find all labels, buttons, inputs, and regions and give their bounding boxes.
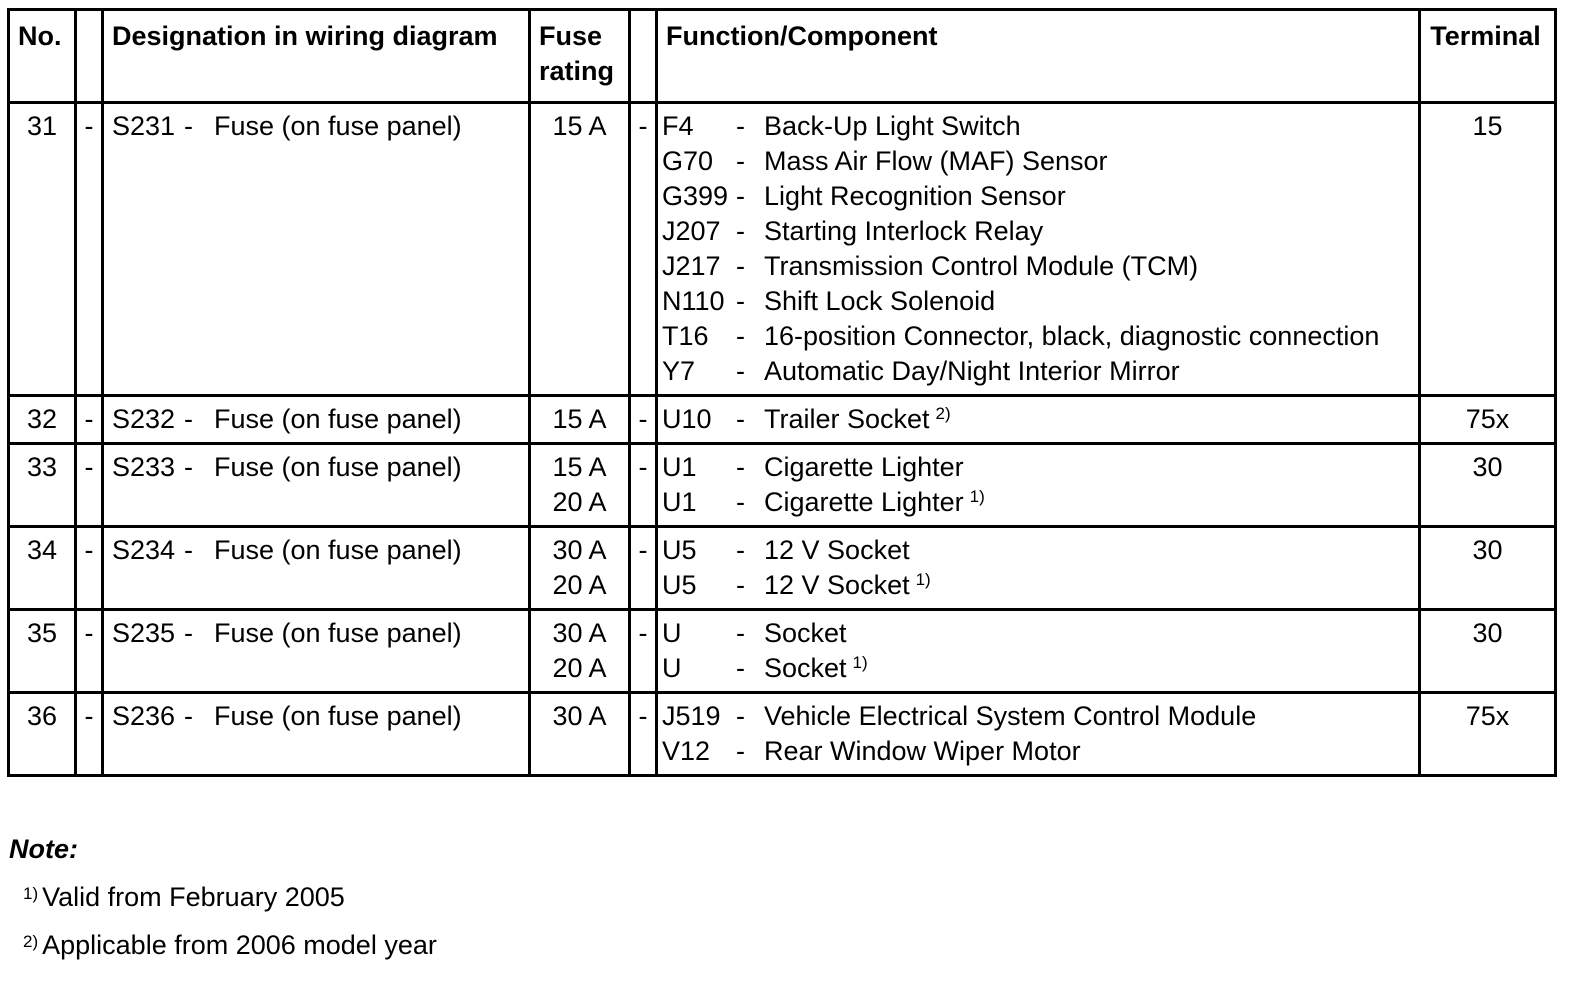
header-terminal: Terminal	[1420, 10, 1556, 103]
row-number: 34	[26, 535, 58, 565]
header-fuse-rating-line1: Fuse	[539, 21, 603, 51]
header-function: Function/Component	[657, 10, 1420, 103]
designation-code: S236	[112, 701, 176, 731]
cell-no	[9, 527, 76, 610]
component-separator: -	[736, 146, 745, 176]
component-name: Socket	[764, 618, 847, 648]
component-code: G70	[662, 146, 714, 176]
designation-separator: -	[184, 701, 193, 731]
function-line	[662, 616, 1414, 651]
row-dash-2: -	[638, 452, 648, 482]
cell-dash	[76, 103, 103, 396]
note-mark: 2)	[23, 932, 39, 951]
cell-function	[657, 610, 1420, 693]
row-dash: -	[84, 111, 94, 141]
component-separator: -	[736, 487, 745, 517]
component-code: J217	[662, 251, 721, 281]
component-separator: -	[736, 570, 745, 600]
component-code: U10	[662, 404, 712, 434]
component-separator: -	[736, 286, 745, 316]
component-name: Vehicle Electrical System Control Module	[764, 701, 1257, 731]
table-row	[9, 396, 1556, 444]
function-line	[662, 651, 1414, 686]
cell-dash	[76, 610, 103, 693]
cell-terminal	[1420, 527, 1556, 610]
cell-fuse-rating	[530, 444, 630, 527]
row-dash-2: -	[638, 111, 648, 141]
fuse-rating-value: 20 A	[552, 570, 607, 600]
notes-section	[9, 832, 437, 976]
component-separator: -	[736, 356, 745, 386]
component-code: N110	[662, 286, 725, 316]
designation-code: S231	[112, 111, 176, 141]
cell-designation	[103, 610, 530, 693]
note-text: Valid from February 2005	[42, 882, 345, 912]
header-dash	[76, 10, 103, 103]
cell-function	[657, 396, 1420, 444]
row-dash-2: -	[638, 618, 648, 648]
function-line	[662, 144, 1414, 179]
table-row	[9, 610, 1556, 693]
function-line	[662, 249, 1414, 284]
footnote-mark: 1)	[915, 570, 931, 589]
table-row	[9, 103, 1556, 396]
row-dash-2: -	[638, 404, 648, 434]
cell-designation	[103, 527, 530, 610]
footnote-mark: 2)	[935, 404, 951, 423]
component-name: Cigarette Lighter	[764, 452, 964, 482]
cell-designation	[103, 396, 530, 444]
component-name: Transmission Control Module (TCM)	[764, 251, 1199, 281]
component-code: U1	[662, 487, 697, 517]
component-code: T16	[662, 321, 709, 351]
function-line	[662, 319, 1414, 354]
component-code: U	[662, 618, 682, 648]
designation-text: Fuse (on fuse panel)	[214, 111, 462, 141]
row-number: 33	[26, 452, 58, 482]
cell-terminal	[1420, 444, 1556, 527]
table-header-row	[9, 10, 1556, 103]
note-item	[23, 928, 437, 963]
function-line	[662, 402, 1414, 437]
cell-terminal	[1420, 396, 1556, 444]
terminal-value: 30	[1472, 452, 1503, 482]
designation-text: Fuse (on fuse panel)	[214, 701, 462, 731]
fuse-rating-value: 15 A	[552, 404, 607, 434]
component-separator: -	[736, 111, 745, 141]
cell-dash	[76, 396, 103, 444]
component-code: Y7	[662, 356, 696, 386]
component-name: Rear Window Wiper Motor	[764, 736, 1081, 766]
function-line	[662, 179, 1414, 214]
cell-no	[9, 693, 76, 776]
fuse-rating-value: 20 A	[552, 487, 607, 517]
function-line	[662, 284, 1414, 319]
cell-dash-2	[630, 444, 657, 527]
function-line	[662, 109, 1414, 144]
row-number: 35	[26, 618, 58, 648]
component-name: Automatic Day/Night Interior Mirror	[764, 356, 1180, 386]
component-code: U5	[662, 570, 697, 600]
component-separator: -	[736, 181, 745, 211]
cell-function	[657, 693, 1420, 776]
component-name: 12 V Socket	[764, 570, 910, 600]
component-name: 12 V Socket	[764, 535, 910, 565]
component-name: Socket	[764, 653, 847, 683]
cell-no	[9, 396, 76, 444]
row-number: 36	[26, 701, 58, 731]
component-name: Starting Interlock Relay	[764, 216, 1044, 246]
cell-no	[9, 610, 76, 693]
function-line	[662, 214, 1414, 249]
table-body	[9, 103, 1556, 776]
cell-fuse-rating	[530, 610, 630, 693]
row-dash-2: -	[638, 535, 648, 565]
fuse-rating-value: 15 A	[552, 452, 607, 482]
component-name: Shift Lock Solenoid	[764, 286, 996, 316]
component-name: Back-Up Light Switch	[764, 111, 1021, 141]
cell-designation	[103, 444, 530, 527]
cell-fuse-rating	[530, 693, 630, 776]
designation-code: S232	[112, 404, 176, 434]
note-item	[23, 880, 437, 915]
cell-fuse-rating	[530, 527, 630, 610]
cell-dash	[76, 527, 103, 610]
row-number: 31	[26, 111, 58, 141]
component-separator: -	[736, 535, 745, 565]
cell-no	[9, 103, 76, 396]
row-dash: -	[84, 701, 94, 731]
cell-function	[657, 444, 1420, 527]
component-separator: -	[736, 736, 745, 766]
cell-dash	[76, 444, 103, 527]
cell-dash-2	[630, 527, 657, 610]
cell-terminal	[1420, 693, 1556, 776]
fuse-rating-value: 15 A	[552, 111, 607, 141]
component-separator: -	[736, 653, 745, 683]
cell-dash-2	[630, 103, 657, 396]
designation-separator: -	[184, 452, 193, 482]
component-separator: -	[736, 216, 745, 246]
component-separator: -	[736, 404, 745, 434]
designation-code: S234	[112, 535, 176, 565]
component-name: Cigarette Lighter	[764, 487, 964, 517]
header-no: No.	[9, 10, 76, 103]
table-row	[9, 693, 1556, 776]
fuse-rating-value: 30 A	[552, 535, 607, 565]
component-separator: -	[736, 452, 745, 482]
function-line	[662, 485, 1414, 520]
component-separator: -	[736, 701, 745, 731]
component-name: 16-position Connector, black, diagnostic connection	[764, 321, 1380, 351]
component-code: J519	[662, 701, 721, 731]
cell-terminal	[1420, 103, 1556, 396]
row-dash: -	[84, 452, 94, 482]
row-number: 32	[26, 404, 58, 434]
designation-separator: -	[184, 404, 193, 434]
designation-separator: -	[184, 111, 193, 141]
fuse-table	[7, 8, 1557, 777]
terminal-value: 30	[1472, 535, 1503, 565]
terminal-value: 15	[1472, 111, 1503, 141]
terminal-value: 75x	[1465, 404, 1510, 434]
component-code: U	[662, 653, 682, 683]
function-line	[662, 734, 1414, 769]
cell-no	[9, 444, 76, 527]
terminal-value: 30	[1472, 618, 1503, 648]
cell-function	[657, 103, 1420, 396]
designation-code: S235	[112, 618, 176, 648]
cell-fuse-rating	[530, 396, 630, 444]
function-line	[662, 354, 1414, 389]
function-line	[662, 699, 1414, 734]
cell-terminal	[1420, 610, 1556, 693]
row-dash: -	[84, 404, 94, 434]
footnote-mark: 1)	[969, 487, 985, 506]
designation-text: Fuse (on fuse panel)	[214, 535, 462, 565]
component-name: Light Recognition Sensor	[764, 181, 1066, 211]
cell-fuse-rating	[530, 103, 630, 396]
fuse-rating-value: 30 A	[552, 618, 607, 648]
component-separator: -	[736, 251, 745, 281]
note-mark: 1)	[23, 884, 39, 903]
component-separator: -	[736, 618, 745, 648]
header-designation: Designation in wiring diagram	[103, 10, 530, 103]
designation-separator: -	[184, 618, 193, 648]
function-line	[662, 450, 1414, 485]
row-dash-2: -	[638, 701, 648, 731]
cell-designation	[103, 693, 530, 776]
fuse-rating-value: 20 A	[552, 653, 607, 683]
fuse-rating-value: 30 A	[552, 701, 607, 731]
designation-code: S233	[112, 452, 176, 482]
function-line	[662, 568, 1414, 603]
cell-function	[657, 527, 1420, 610]
component-separator: -	[736, 321, 745, 351]
designation-separator: -	[184, 535, 193, 565]
component-code: V12	[662, 736, 711, 766]
component-code: F4	[662, 111, 694, 141]
component-name: Trailer Socket	[764, 404, 930, 434]
footnote-mark: 1)	[852, 653, 868, 672]
cell-dash-2	[630, 610, 657, 693]
row-dash: -	[84, 618, 94, 648]
designation-text: Fuse (on fuse panel)	[214, 618, 462, 648]
component-code: J207	[662, 216, 721, 246]
component-name: Mass Air Flow (MAF) Sensor	[764, 146, 1108, 176]
header-fuse-rating	[530, 10, 630, 103]
note-title: Note:	[9, 834, 78, 864]
designation-text: Fuse (on fuse panel)	[214, 404, 462, 434]
cell-designation	[103, 103, 530, 396]
component-code: U5	[662, 535, 697, 565]
header-dash-2	[630, 10, 657, 103]
table-row	[9, 444, 1556, 527]
function-line	[662, 533, 1414, 568]
terminal-value: 75x	[1465, 701, 1510, 731]
note-text: Applicable from 2006 model year	[42, 930, 437, 960]
component-code: G399	[662, 181, 729, 211]
designation-text: Fuse (on fuse panel)	[214, 452, 462, 482]
cell-dash-2	[630, 693, 657, 776]
cell-dash-2	[630, 396, 657, 444]
component-code: U1	[662, 452, 697, 482]
cell-dash	[76, 693, 103, 776]
header-fuse-rating-line2: rating	[539, 56, 615, 86]
table-row	[9, 527, 1556, 610]
row-dash: -	[84, 535, 94, 565]
